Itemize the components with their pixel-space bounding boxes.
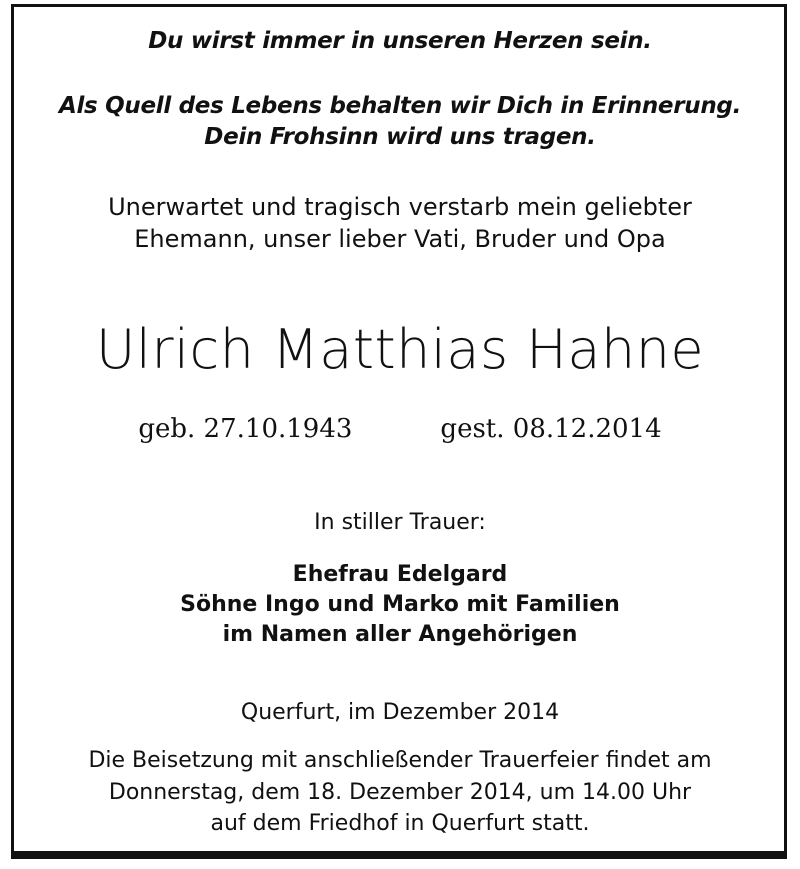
intro-line-2: Ehemann, unser lieber Vati, Bruder und Opa <box>134 225 666 253</box>
burial-line-1: Die Beisetzung mit anschließender Trauerfeier findet am <box>88 748 712 773</box>
burial-line-2: Donnerstag, dem 18. Dezember 2014, um 14.00 Uhr <box>108 780 692 805</box>
deceased-name: Ulrich Matthias Hahne <box>95 318 705 381</box>
motto-line-2: Als Quell des Lebens behalten wir Dich in Erinnerung. <box>58 93 742 119</box>
mourning-label: In stiller Trauer: <box>314 510 486 535</box>
motto-line-3: Dein Frohsinn wird uns tragen. <box>204 124 596 150</box>
bottom-rule <box>11 851 787 859</box>
death-date: gest. 08.12.2014 <box>440 414 662 444</box>
burial-line-3: auf dem Friedhof in Querfurt statt. <box>210 811 590 836</box>
birth-date: geb. 27.10.1943 <box>138 414 353 444</box>
place-date: Querfurt, im Dezember 2014 <box>240 700 560 725</box>
motto-line-1: Du wirst immer in unseren Herzen sein. <box>148 28 652 54</box>
mourner-line-3: im Namen aller Angehörigen <box>222 622 578 647</box>
mourner-line-2: Söhne Ingo und Marko mit Familien <box>180 592 620 617</box>
mourner-line-1: Ehefrau Edelgard <box>292 562 508 587</box>
intro-line-1: Unerwartet und tragisch verstarb mein geliebter <box>108 193 692 221</box>
life-dates <box>0 414 800 444</box>
